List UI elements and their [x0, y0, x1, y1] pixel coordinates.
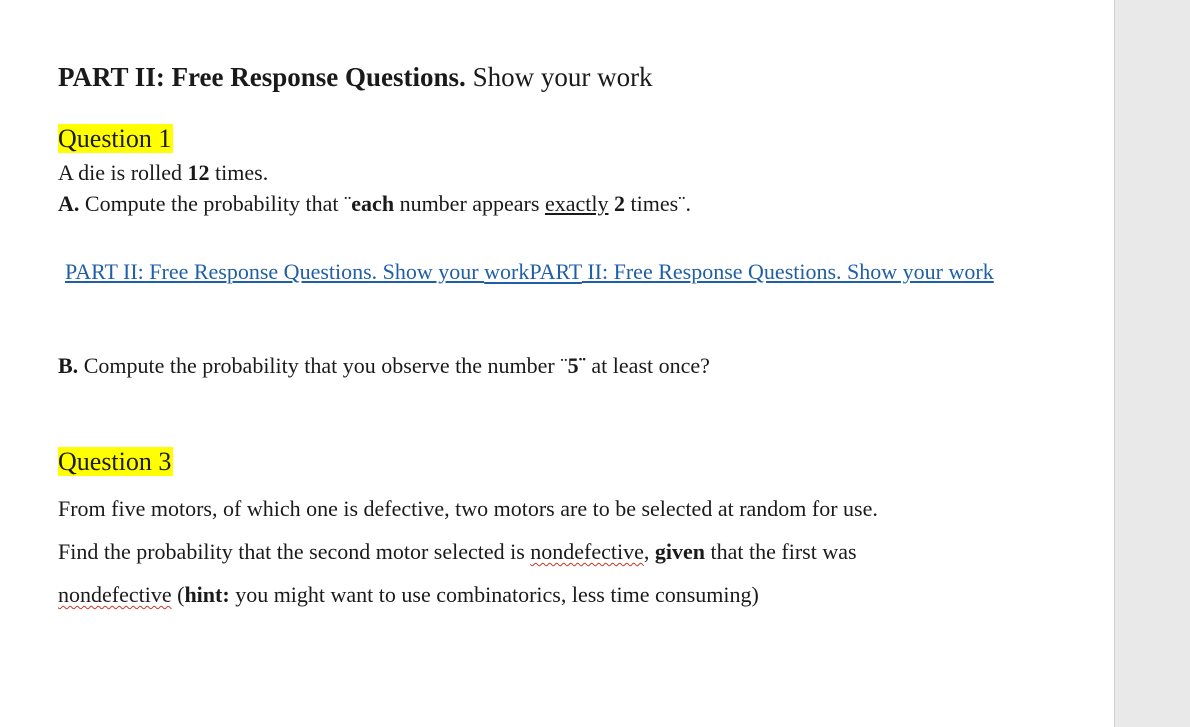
part-b-text-end: at least once? [585, 353, 710, 378]
part-a-text-end: times¨. [624, 191, 691, 216]
q3-nondefective-2: nondefective [58, 582, 172, 607]
q3-text-1: From five motors, of which one is defective, two motors are to be selected at random for use. [58, 496, 878, 521]
part-b-text: Compute the probability that you observe the number ¨ [78, 353, 568, 378]
part-a-text: Compute the probability that ¨ [79, 191, 352, 216]
question-1-intro [58, 159, 268, 187]
part-a-text-mid: number appears [394, 191, 545, 216]
intro-text-end: times. [209, 160, 269, 185]
link-text-1[interactable]: PART II: Free Response Questions. Show your [65, 259, 485, 284]
question-3-line-3 [58, 581, 759, 609]
section-heading-rest: Show your work [465, 62, 653, 92]
question-1-label [58, 123, 173, 155]
question-1-part-b [58, 352, 710, 380]
q3-hint-text: you might want to use combinatorics, less time consuming) [229, 582, 759, 607]
question-3-highlight: Question 3 [58, 447, 172, 476]
link-text-2[interactable]: II: Free Response Questions. Show your work [581, 259, 994, 284]
part-a-each: each [351, 191, 395, 216]
q3-paren: ( [171, 582, 185, 607]
part-b-label: B. [58, 353, 79, 378]
pasted-heading-link[interactable] [58, 257, 998, 286]
question-1-highlight: Question 1 [58, 124, 172, 153]
section-heading-bold: PART II: Free Response Questions. [58, 62, 466, 92]
intro-text: A die is rolled [58, 160, 188, 185]
q3-text-2: Find the probability that the second motor selected is [58, 539, 531, 564]
q3-hint-label: hint: [184, 582, 230, 607]
part-a-label: A. [58, 191, 80, 216]
q3-nondefective-1: nondefective [530, 539, 644, 564]
part-b-five: 5¨ [567, 353, 586, 378]
q3-text-2-end: that the first was [705, 539, 857, 564]
question-3-line-1 [58, 495, 878, 523]
question-1-part-a [58, 190, 691, 218]
intro-number: 12 [187, 160, 210, 185]
side-panel [1114, 0, 1190, 727]
q3-given: given [654, 539, 706, 564]
part-a-exactly: exactly [544, 191, 609, 216]
question-3-line-2 [58, 538, 857, 566]
section-heading [58, 60, 653, 94]
part-a-two: 2 [613, 191, 625, 216]
q3-comma: , [643, 539, 655, 564]
question-3-label [58, 446, 173, 478]
link-text-misspelled[interactable]: workPART [484, 259, 582, 284]
